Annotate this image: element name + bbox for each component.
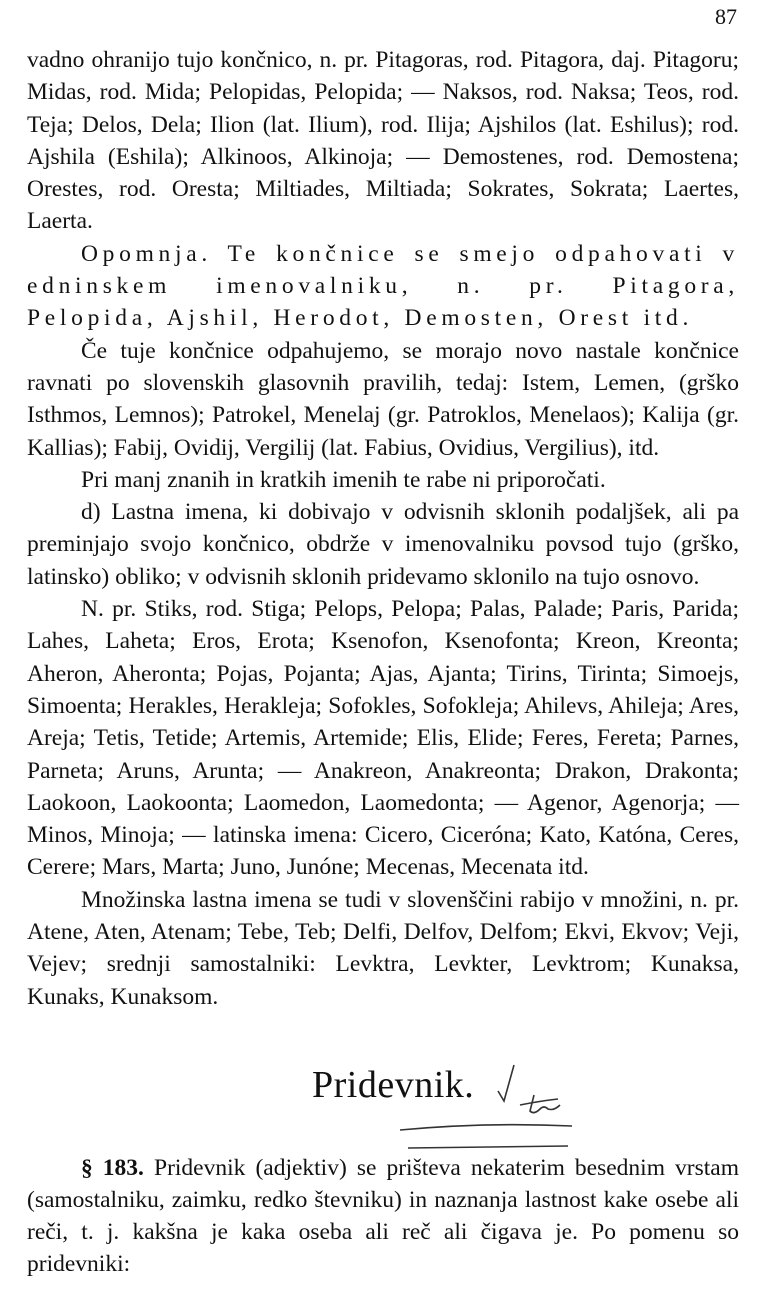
- paragraph-3: Če tuje končnice odpahujemo, se morajo novo nastale končnice ravnati po slovenskih glasovnih pravilih, tedaj: Istem, Lemen, (grško Isthmos, Lemnos); Patrokel, Menelaj (gr. Patroklos, Menelaos); Kalija (gr. Kallias); Fabij, Ovidij, Vergilij (lat. Fabius, Ovidius, Vergilius), itd.: [27, 337, 739, 461]
- section-183: [27, 1128, 739, 1304]
- paragraph-5: d) Lastna imena, ki dobivajo v odvisnih sklonih podaljšek, ali pa preminjajo svojo končnico, obdrže v imenovalniku povsod tujo (grško, latinsko) obliko; v odvisnih sklonih pridevamo sklonilo na tujo osnovo.: [27, 499, 739, 590]
- handwritten-mark-icon: [490, 1055, 590, 1117]
- section-text: Pridevnik (adjektiv) se prišteva nekaterim besednim vrstam (samostalniku, zaimku, redko števniku) in naznanja lastnost kake osebe ali reči, t. j. kakšna je kaka oseba ali reč ali čigava je. Po pomenu so pridevniki:: [27, 1154, 740, 1278]
- paragraph-6: N. pr. Stiks, rod. Stiga; Pelops, Pelopa; Palas, Palade; Paris, Parida; Lahes, Laheta; Eros, Erota; Ksenofon, Ksenofonta; Kreon, Kreonta; Aheron, Aheronta; Pojas, Pojanta; Ajas, Ajanta; Tirins, Tirinta; Simoejs, Simoenta; Herakles, Herakleja; Sofokles, Sofokleja; Ahilevs, Ahileja; Ares, Areja; Tetis, Tetide; Artemis, Artemide; Elis, Elide; Feres, Fereta; Parnes, Parneta; Aruns, Arunta; — Anakreon, Anakreonta; Drakon, Drakonta; Laokoon, Laokoonta; Laomedon, Laomedonta; — Agenor, Agenorja; — Minos, Minoja; — latinska imena: Cicero, Ciceróna; Kato, Katóna, Ceres, Cerere; Mars, Marta; Juno, Junóne; Mecenas, Mecenata itd.: [27, 596, 739, 881]
- section-heading: Pridevnik.: [312, 1064, 475, 1106]
- section-paragraph: [27, 1152, 739, 1281]
- page-number: 87: [715, 4, 737, 29]
- paragraph-opomnja: Opomnja. Te končnice se smejo odpahovati v edninskem imenovalniku, n. pr. Pitagora, Pelopida, Ajshil, Herodot, Demosten, Orest itd.: [27, 240, 739, 332]
- paragraph-7: Množinska lastna imena se tudi v slovenščini rabijo v množini, n. pr. Atene, Aten, Atenam; Tebe, Teb; Delfi, Delfov, Delfom; Ekvi, Ekvov; Veji, Vejev; srednji samostalniki: Levktra, Levkter, Levktrom; Kunaksa, Kunaks, Kunaksom.: [27, 886, 739, 1010]
- paragraph-4: Pri manj znanih in kratkih imenih te rabe ni priporočati.: [81, 466, 606, 493]
- body-text: [27, 44, 739, 1013]
- section-number: § 183.: [81, 1154, 144, 1181]
- paragraph-1: vadno ohranijo tujo končnico, n. pr. Pitagoras, rod. Pitagora, daj. Pitagoru; Midas, rod. Mida; Pelopidas, Pelopida; — Naksos, rod. Naksa; Teos, rod. Teja; Delos, Dela; Ilion (lat. Ilium), rod. Ilija; Ajshilos (lat. Eshilus); rod. Ajshila (Eshila); Alkinoos, Alkinoja; — Demostenes, rod. Demostena; Orestes, rod. Oresta; Miltiades, Miltiada; Sokrates, Sokrata; Laertes, Laerta.: [27, 47, 739, 235]
- heading-area: [0, 1055, 757, 1125]
